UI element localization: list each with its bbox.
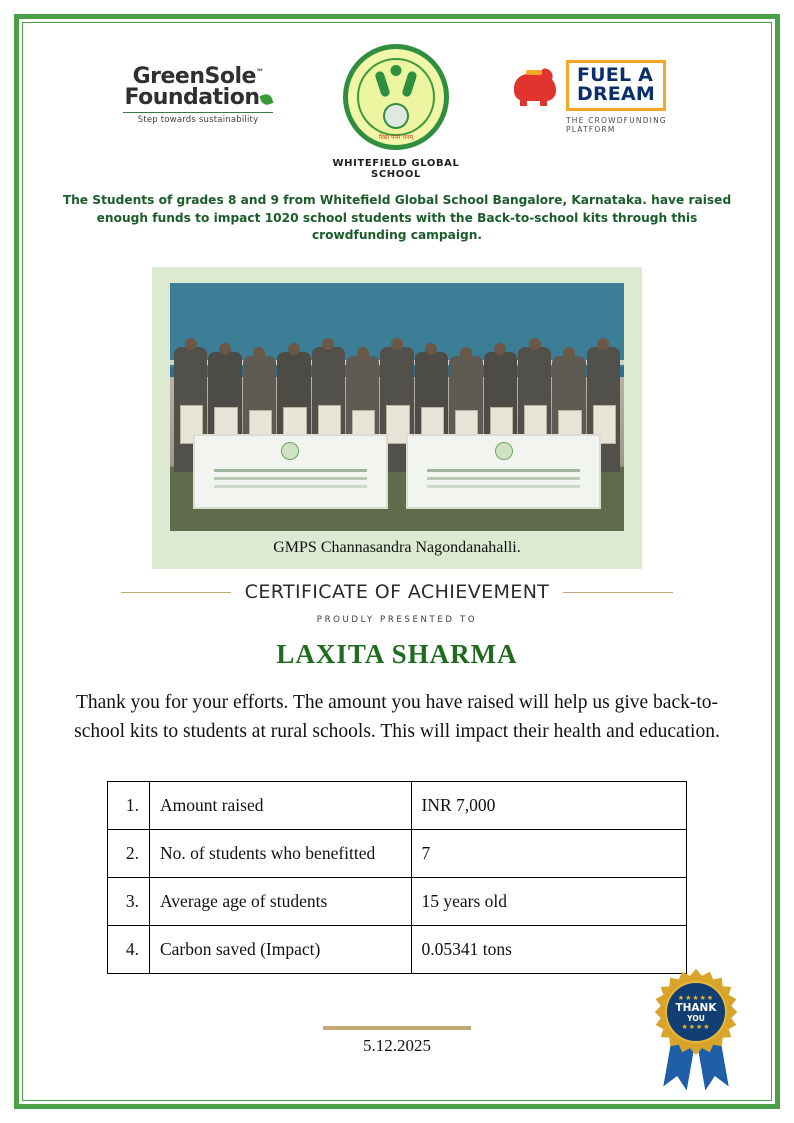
row-value: 7 (411, 829, 687, 877)
table-row (108, 925, 687, 973)
photo-banner-left (193, 434, 388, 508)
issue-date: 5.12.2025 (363, 1035, 431, 1055)
row-label: Amount raised (149, 781, 411, 829)
row-index: 4. (108, 925, 150, 973)
piggy-bank-leg-right (540, 99, 547, 106)
row-index: 1. (108, 781, 150, 829)
fuel-a-dream-line2: DREAM (577, 83, 655, 105)
fuel-a-dream-line1: FUEL A (577, 64, 654, 86)
badge-line2: YOU (687, 1013, 705, 1023)
table-row (108, 829, 687, 877)
badge-stars-bottom: ★★★★ (681, 1022, 711, 1031)
school-seal-figure-head (391, 65, 402, 76)
row-label: Average age of students (149, 877, 411, 925)
badge-core (665, 981, 727, 1043)
piggy-bank-coin-slot (526, 70, 542, 75)
row-value: INR 7,000 (411, 781, 687, 829)
school-logo (311, 44, 481, 180)
piggy-bank-icon (514, 66, 560, 106)
row-index: 2. (108, 829, 150, 877)
certificate-rule-left (121, 592, 231, 593)
greensole-foundation-text: Foundation (124, 85, 260, 110)
row-value: 0.05341 tons (411, 925, 687, 973)
photo-banner-right (406, 434, 601, 508)
group-photo (170, 283, 624, 531)
leaf-icon (259, 92, 273, 106)
presented-to-label: PROUDLY PRESENTED TO (316, 615, 478, 626)
school-seal-figure-icon (376, 67, 416, 101)
greensole-wordmark-line1 (133, 64, 264, 89)
fuel-a-dream-subtitle: THE CROWDFUNDING PLATFORM (566, 116, 667, 134)
photo-panel (152, 267, 642, 569)
piggy-bank-leg-left (520, 99, 527, 106)
fuel-a-dream-mark (514, 60, 666, 111)
greensole-tm: ™ (255, 67, 264, 77)
greensole-name: GreenSole (132, 64, 256, 89)
globe-icon (383, 103, 409, 129)
school-seal-motto: विद्या परमं धनम् (378, 134, 414, 141)
greensole-logo (118, 44, 278, 125)
school-name-label: WHITEFIELD GLOBAL SCHOOL (332, 158, 460, 180)
row-label: Carbon saved (Impact) (149, 925, 411, 973)
certificate-footer (50, 1026, 744, 1056)
fuel-a-dream-logo (514, 44, 684, 134)
certificate-title: CERTIFICATE OF ACHIEVEMENT (244, 581, 550, 604)
row-value: 15 years old (411, 877, 687, 925)
certificate-rule-right (563, 592, 673, 593)
fuel-a-dream-wordmark (566, 60, 666, 111)
badge-stars-top: ★★★★★ (677, 993, 715, 1002)
certificate-content (14, 14, 780, 1056)
date-divider (323, 1026, 471, 1030)
certificate-title-row (50, 581, 744, 603)
thank-you-badge (648, 969, 744, 1089)
logo-row (50, 30, 744, 180)
photo-caption: GMPS Channasandra Nagondanahalli. (273, 539, 521, 557)
school-seal-icon (343, 44, 449, 150)
intro-paragraph: The Students of grades 8 and 9 from Whitefield Global School Bangalore, Karnataka. have raised enough funds to impact 1020 school students with the Back-to-school kits through this crowdfunding campaign. (62, 193, 732, 243)
thank-you-paragraph: Thank you for your efforts. The amount you have raised will help us give back-to-school kits to students at rural schools. This will impact their health and education. (74, 692, 720, 743)
badge-line1: THANK (675, 1001, 717, 1014)
greensole-divider (123, 112, 273, 113)
table-row (108, 781, 687, 829)
impact-table (107, 781, 687, 974)
table-row (108, 877, 687, 925)
greensole-tagline: Step towards sustainability (137, 115, 259, 125)
row-label: No. of students who benefitted (149, 829, 411, 877)
row-index: 3. (108, 877, 150, 925)
recipient-name: LAXITA SHARMA (276, 639, 518, 670)
